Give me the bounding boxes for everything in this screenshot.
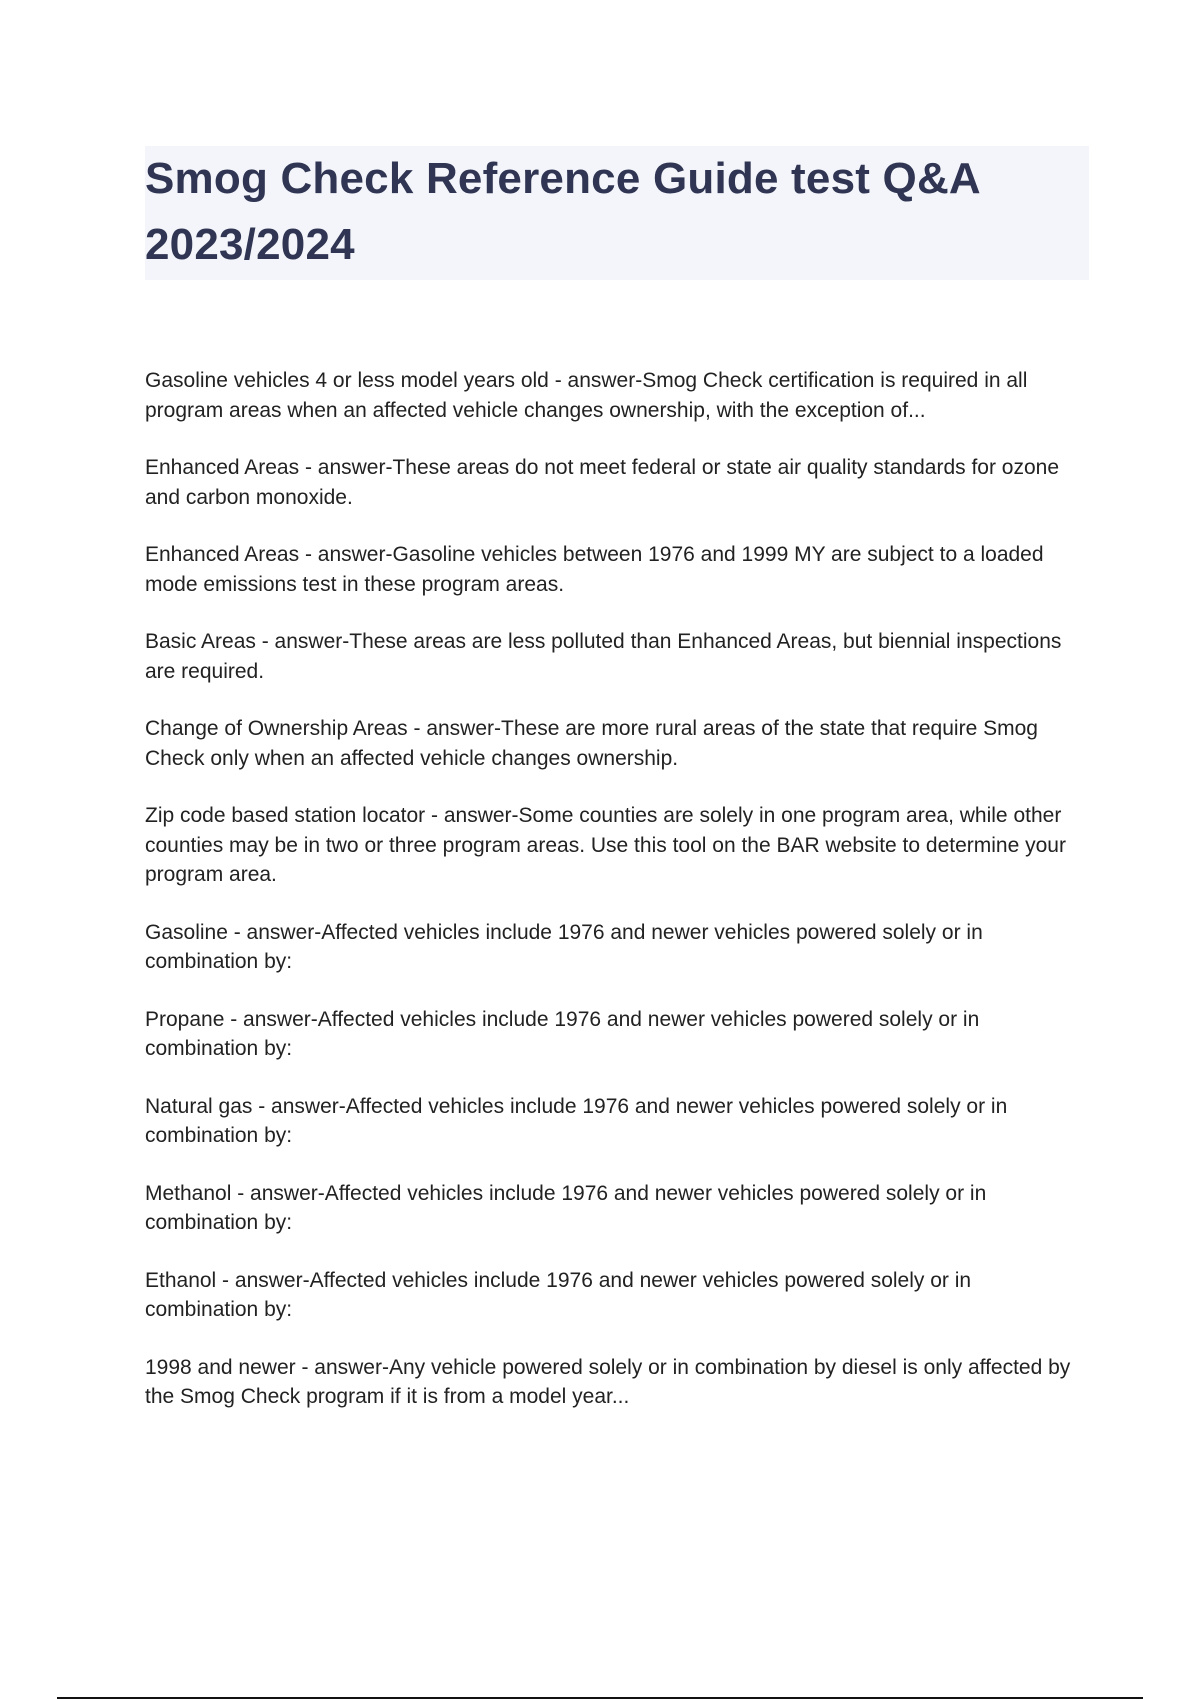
qa-item: Change of Ownership Areas - answer-These are more rural areas of the state that require Smog Check only when an affected vehicle changes ownership. (145, 717, 1038, 770)
qa-item: Propane - answer-Affected vehicles include 1976 and newer vehicles powered solely or in combination by: (145, 1007, 980, 1060)
qa-item: 1998 and newer - answer-Any vehicle powered solely or in combination by diesel is only affected by the Smog Check program if it is from a model year... (145, 1355, 1071, 1408)
qa-item: Ethanol - answer-Affected vehicles include 1976 and newer vehicles powered solely or in combination by: (145, 1268, 972, 1321)
qa-item: Basic Areas - answer-These areas are less polluted than Enhanced Areas, but biennial inspections are required. (145, 630, 1062, 683)
document-title: Smog Check Reference Guide test Q&A 2023/2024 (145, 154, 980, 269)
qa-item: Enhanced Areas - answer-These areas do not meet federal or state air quality standards for ozone and carbon monoxide. (145, 456, 1060, 509)
qa-list (145, 366, 1090, 1440)
qa-item: Zip code based station locator - answer-Some counties are solely in one program area, while other counties may be in two or three program areas. Use this tool on the BAR website to determine your program area. (145, 804, 1066, 886)
qa-item: Gasoline - answer-Affected vehicles include 1976 and newer vehicles powered solely or in combination by: (145, 920, 983, 973)
qa-item: Natural gas - answer-Affected vehicles include 1976 and newer vehicles powered solely or in combination by: (145, 1094, 1008, 1147)
title-block (145, 146, 1089, 280)
qa-item: Gasoline vehicles 4 or less model years old - answer-Smog Check certification is required in all program areas when an affected vehicle changes ownership, with the exception of... (145, 369, 1028, 422)
qa-item: Methanol - answer-Affected vehicles include 1976 and newer vehicles powered solely or in combination by: (145, 1181, 987, 1234)
qa-item: Enhanced Areas - answer-Gasoline vehicles between 1976 and 1999 MY are subject to a loaded mode emissions test in these program areas. (145, 543, 1044, 596)
footer-divider (57, 1697, 1143, 1699)
